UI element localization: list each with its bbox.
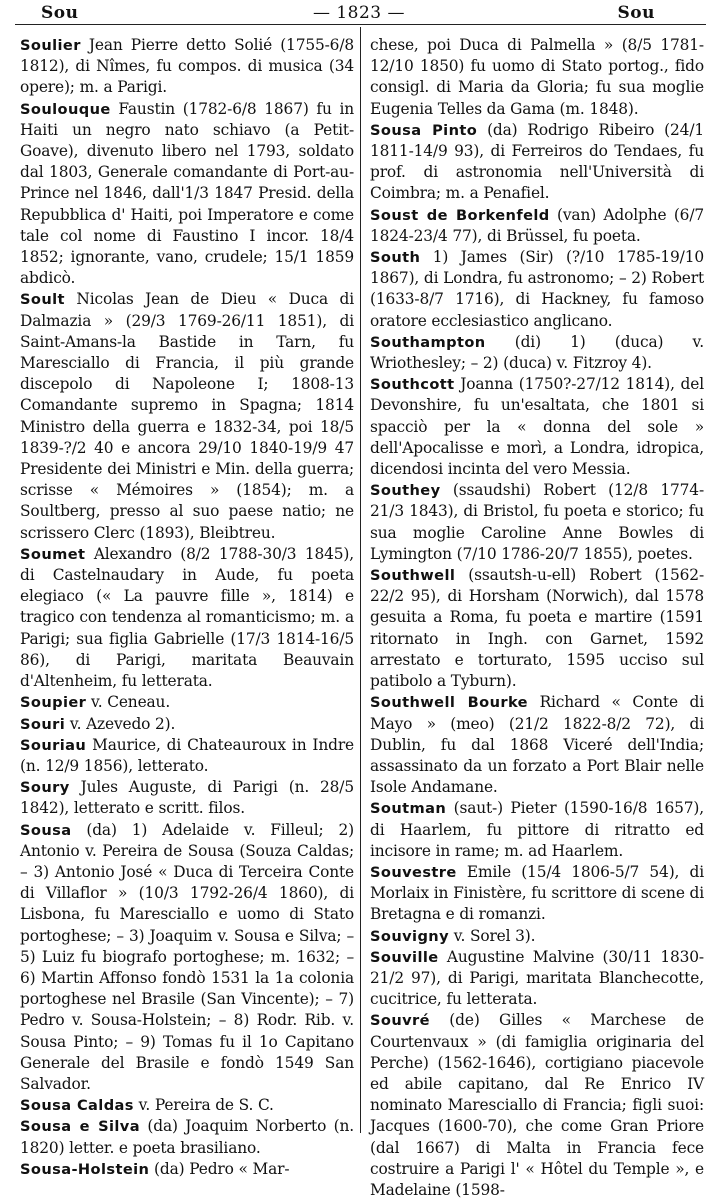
entry-soust-de-borkenfeld	[370, 205, 704, 247]
entry-text: Nicolas Jean de Dieu « Duca di Dalmazia » (29/3 1769-26/11 1851), di Saint-Amans-la Bastide in Tarn, fu Maresciallo di Francia, il più grande discepolo di Napoleone I; 1808-13 Comandante supremo in Spagna; 1814 Ministro della guerra e 1832-34, poi 18/5 1839-?/2 40 e ancora 29/10 1840-19/9 47 Presidente dei Ministri e Min. della guerra; scrisse « Mémoires » (1854); m. a Soultberg, presso al suo paese natio; ne scrissero Clerc (1893), Bleibtreu.	[20, 290, 354, 542]
entry-headword: Soupier	[20, 694, 87, 712]
entry-soury	[20, 777, 354, 819]
left-column	[20, 35, 354, 1180]
entry-text: Alexandro (8/2 1788-30/3 1845), di Castelnaudary in Aude, fu poeta elegiaco (« La pauvre fille », 1814) e tragico con tendenza al romanticismo; m. a Parigi; sua figlia Gabrielle (17/3 1814-16/5 86), di Parigi, maritata Beauvain d'Altenheim, fu letterata.	[20, 544, 354, 691]
entry-soulouque	[20, 99, 354, 290]
entry-headword: Soust de Borkenfeld	[370, 206, 550, 224]
entry-text: (van) Adolphe (6/7 1824-23/4 77), di Brüssel, fu poeta.	[370, 205, 705, 245]
column-divider	[360, 27, 361, 1133]
entry-text: (da) 1) Adelaide v. Filleul; 2) Antonio v. Pereira de Sousa (Souza Caldas; – 3) Antonio José « Duca di Terceira Conte di Villaflor » (10/3 1792-26/4 1860), di Lisbona, fu Maresciallo e uomo di Stato portoghese; – 3) Joaquim v. Sousa e Silva; – 5) Luiz fu biografo portoghese; m. 1632; – 6) Martin Affonso fondò 1531 la 1a colonia portoghese nel Brasile (San Vincente); – 7) Pedro v. Sousa-Holstein; – 8) Rodr. Rib. v. Sousa Pinto; – 9) Tomas fu il 1o Capitano Generale del Brasile e fondò 1549 San Salvador.	[20, 820, 354, 1093]
entry-headword: Souvigny	[370, 927, 449, 945]
entry-headword: Sousa e Silva	[20, 1118, 140, 1136]
entry-souville	[370, 947, 704, 1011]
entry-sousa-caldas	[20, 1095, 354, 1116]
entry-headword: Soury	[20, 779, 70, 797]
entry-text: Jean Pierre detto Solié (1755-6/8 1812), di Nîmes, fu compos. di musica (34 opere); m. a Parigi.	[20, 36, 354, 97]
entry-headword: Soulier	[20, 37, 81, 54]
entry-souvestre	[370, 862, 704, 926]
entry-text: (da) Rodrigo Ribeiro (24/1 1811-14/9 93), di Ferreiros do Tendaes, fu prof. di astronomia nell'Università di Coimbra; m. a Penafiel.	[370, 120, 704, 203]
entry-text: (de) Gilles « Marchese de Courtenvaux » (di famiglia originaria del Perche) (1562-1646), cortigiano piacevole ed abile capitano, dal Re Enrico IV nominato Maresciallo di Francia; figli suoi: Jacques (1600-70), che come Gran Priore (dal 1667) di Malta in Francia fece costruire a Parigi l' « Hôtel du Temple », e Madelaine (1598-	[370, 1011, 704, 1199]
entry-headword: Souriau	[20, 736, 87, 754]
entry-text: 1) James (Sir) (?/10 1785-19/10 1867), di Londra, fu astronomo; – 2) Robert (1633-8/7 1716), di Hackney, fu famoso oratore ecclesiastico anglicano.	[370, 248, 704, 330]
entry-headword: Souvré	[370, 1012, 430, 1030]
entry-soulier	[20, 35, 354, 99]
entry-headword: Sousa-Holstein	[20, 1160, 150, 1178]
entry-text: v. Sorel 3).	[449, 926, 536, 945]
entry-sousa	[20, 820, 354, 1096]
entry-text: (ssautsh-u-ell) Robert (1562-22/2 95), di Horsham (Norwich), dal 1578 gesuita a Roma, fu poeta e martire (1591 ritornato in Ingh. con Garnet, 1592 arrestato e torturato, 1595 ucciso sul patibolo a Tyburn).	[370, 566, 704, 691]
entry-headword: Soumet	[20, 545, 86, 563]
entry-souriau	[20, 735, 354, 777]
entry-text: (da) Joaquim Norberto (n. 1820) letter. e poeta brasiliano.	[20, 1117, 354, 1157]
header-rule	[15, 24, 706, 25]
page-number: — 1823 —	[312, 3, 406, 23]
entry-soutman	[370, 798, 704, 862]
entry-headword: Southampton	[370, 333, 486, 351]
entry-text: v. Ceneau.	[86, 693, 171, 712]
entry-text: (da) Pedro « Mar-	[149, 1159, 290, 1178]
entry-text: chese, poi Duca di Palmella » (8/5 1781-12/10 1850) fu uomo di Stato portog., fido consigl. di Maria da Gloria; fu sua moglie Eugenia Telles da Gama (m. 1848).	[370, 36, 704, 118]
entry-headword: Southey	[370, 482, 441, 500]
entry-headword: Southcott	[370, 376, 455, 394]
entry-headword: Soutman	[370, 800, 447, 818]
entry-headword: Sousa	[20, 821, 72, 839]
entry-text: (ssaudshi) Robert (12/8 1774-21/3 1843), di Bristol, fu poeta e storico; fu sua moglie Caroline Anne Bowles di Lymington (7/10 1786-20/7 1855), poetes.	[370, 481, 704, 563]
entry-text: (di) 1) (duca) v. Wriothesley; – 2) (duca) v. Fitzroy 4).	[370, 332, 704, 373]
entry-text: Emile (15/4 1806-5/7 54), di Morlaix in Finistère, fu scrittore di scene di Bretagna e di romanzi.	[370, 862, 704, 924]
entry-text: (saut-) Pieter (1590-16/8 1657), di Haarlem, fu pittore di ritratto ed incisore in rame; m. ad Haarlem.	[370, 799, 704, 860]
entry-text: Maurice, di Chateauroux in Indre (n. 12/9 1856), letterato.	[20, 735, 354, 775]
entry-headword: Souville	[370, 948, 439, 966]
entry-headword: Southwell Bourke	[370, 694, 528, 712]
entry-southwell-bourke	[370, 692, 704, 798]
entry-souvre	[370, 1010, 704, 1201]
entry-soupier	[20, 692, 354, 713]
entry-headword: Soult	[20, 291, 65, 309]
entry-headword: Souri	[20, 715, 66, 733]
entry-headword: South	[370, 249, 421, 267]
entry-text: Jules Auguste, di Parigi (n. 28/5 1842), letterato e scritt. filos.	[20, 778, 354, 818]
entry-text: v. Pereira de S. C.	[133, 1096, 274, 1115]
entry-soumet	[20, 544, 354, 692]
entry-south	[370, 247, 704, 332]
entry-sousa-pinto	[370, 120, 704, 205]
entry-sousa-e-silva	[20, 1116, 354, 1158]
entry-southampton	[370, 332, 704, 374]
entry-souvigny	[370, 926, 704, 947]
entry-text: Joanna (1750?-27/12 1814), del Devonshire, fu un'esaltata, che 1801 si spacciò per la « donna del sole » dell'Apocalisse e morì, a Londra, idropica, dicendosi incinta del vero Messia.	[370, 375, 704, 479]
entry-souri	[20, 714, 354, 735]
running-head-right: Sou	[617, 3, 655, 23]
right-column	[370, 35, 704, 1201]
entry-headword: Southwell	[370, 567, 456, 585]
entry-southcott	[370, 374, 704, 480]
entry-text: Augustine Malvine (30/11 1830-21/2 97), di Parigi, maritata Blanchecotte, cucitrice, fu letterata.	[370, 947, 704, 1009]
entry-soult	[20, 289, 354, 543]
entry-text: v. Azevedo 2).	[65, 714, 176, 733]
page-header	[0, 0, 718, 26]
entry-headword: Souvestre	[370, 863, 457, 881]
entry-headword: Sousa Caldas	[20, 1097, 134, 1115]
entry-headword: Soulouque	[20, 100, 111, 118]
entry-text: Richard « Conte di Mayo » (meo) (21/2 1822-8/2 72), di Dublin, fu dal 1868 Viceré dell'India; assassinato da un forzato a Port Blair nelle Isole Andamane.	[370, 693, 704, 797]
entry-continuation	[370, 35, 704, 120]
running-head-left: Sou	[41, 3, 79, 23]
entry-text: Faustin (1782-6/8 1867) fu in Haiti un negro nato schiavo (a Petit-Goave), divenuto libero nel 1793, soldato dal 1803, Generale comandante di Port-au-Prince nel 1846, dall'1/3 1847 Presid. della Repubblica d' Haiti, poi Imperatore e come tale col nome di Faustino I incor. 18/4 1852; ignorante, vano, crudele; 15/1 1859 abdicò.	[20, 99, 354, 288]
entry-southwell	[370, 565, 704, 692]
entry-sousa-holstein	[20, 1159, 354, 1180]
entry-headword: Sousa Pinto	[370, 121, 478, 139]
entry-southey	[370, 480, 704, 565]
